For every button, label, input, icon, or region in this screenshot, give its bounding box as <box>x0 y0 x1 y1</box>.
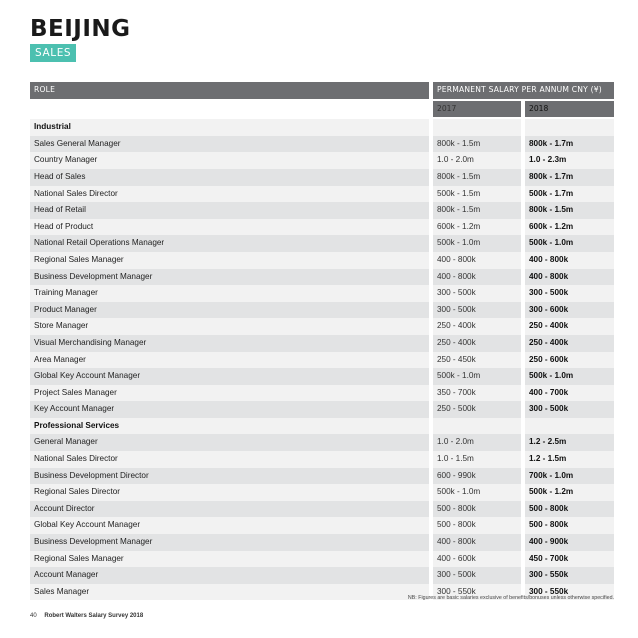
salary-2017-cell: 500 - 800k <box>433 517 521 534</box>
salary-2018-cell: 600k - 1.2m <box>525 219 614 236</box>
footnote: NB: Figures are basic salaries exclusive of benefits/bonuses unless otherwise specified. <box>407 595 614 601</box>
role-cell: Account Director <box>30 501 429 518</box>
table-row <box>30 368 614 385</box>
salary-2018-cell: 250 - 400k <box>525 335 614 352</box>
salary-2018-cell: 500 - 800k <box>525 517 614 534</box>
role-header-spacer <box>30 101 429 118</box>
salary-2018-cell: 300 - 500k <box>525 401 614 418</box>
role-cell: Business Development Director <box>30 468 429 485</box>
role-cell: Head of Product <box>30 219 429 236</box>
salary-2018-cell: 800k - 1.7m <box>525 136 614 153</box>
page-footer <box>30 613 143 619</box>
table-row <box>30 352 614 369</box>
table-row <box>30 401 614 418</box>
table-row <box>30 468 614 485</box>
role-cell: General Manager <box>30 434 429 451</box>
role-cell: Industrial <box>30 119 429 136</box>
salary-2017-cell: 300 - 500k <box>433 567 521 584</box>
salary-2018-cell: 500k - 1.0m <box>525 368 614 385</box>
role-cell: Store Manager <box>30 318 429 335</box>
salary-2017-cell: 800k - 1.5m <box>433 169 521 186</box>
section-badge: SALES <box>30 44 76 62</box>
role-cell: Visual Merchandising Manager <box>30 335 429 352</box>
salary-2018-cell: 400 - 800k <box>525 269 614 286</box>
salary-2017-cell: 400 - 800k <box>433 534 521 551</box>
salary-2018-cell: 300 - 550k <box>525 567 614 584</box>
role-cell: Regional Sales Manager <box>30 551 429 568</box>
salary-2017-cell: 500k - 1.0m <box>433 484 521 501</box>
salary-2017-cell: 500k - 1.0m <box>433 368 521 385</box>
table-row <box>30 136 614 153</box>
salary-2018-cell: 500k - 1.2m <box>525 484 614 501</box>
salary-2018-cell: 700k - 1.0m <box>525 468 614 485</box>
role-cell: Sales Manager <box>30 584 429 601</box>
role-column-header: ROLE <box>30 82 429 99</box>
table-header-row <box>30 82 614 99</box>
salary-table <box>30 82 614 600</box>
salary-2018-cell: 1.0 - 2.3m <box>525 152 614 169</box>
salary-2017-cell: 300 - 500k <box>433 285 521 302</box>
table-row <box>30 451 614 468</box>
table-row <box>30 335 614 352</box>
salary-2017-cell: 250 - 400k <box>433 335 521 352</box>
salary-2017-cell: 500k - 1.5m <box>433 186 521 203</box>
publication-name: Robert Walters Salary Survey 2018 <box>44 613 144 619</box>
role-cell: National Sales Director <box>30 186 429 203</box>
salary-2017-cell: 500 - 800k <box>433 501 521 518</box>
category-row <box>30 119 614 136</box>
salary-2017-cell: 300 - 500k <box>433 302 521 319</box>
salary-2018-cell: 300 - 600k <box>525 302 614 319</box>
salary-2017-cell: 800k - 1.5m <box>433 202 521 219</box>
salary-2018-cell: 500k - 1.0m <box>525 235 614 252</box>
year-header-row <box>30 101 614 118</box>
salary-2017-cell: 400 - 600k <box>433 551 521 568</box>
page-number: 40 <box>30 613 37 619</box>
table-row <box>30 202 614 219</box>
salary-2017-cell <box>433 119 521 136</box>
page-title: BEIJING <box>30 16 131 42</box>
table-row <box>30 186 614 203</box>
table-row <box>30 285 614 302</box>
table-row <box>30 567 614 584</box>
year-2018-header: 2018 <box>525 101 614 118</box>
salary-2017-cell: 800k - 1.5m <box>433 136 521 153</box>
role-cell: Regional Sales Director <box>30 484 429 501</box>
table-row <box>30 219 614 236</box>
salary-2018-cell: 1.2 - 1.5m <box>525 451 614 468</box>
table-row <box>30 551 614 568</box>
role-cell: Business Development Manager <box>30 269 429 286</box>
role-cell: National Sales Director <box>30 451 429 468</box>
role-cell: Area Manager <box>30 352 429 369</box>
role-cell: Country Manager <box>30 152 429 169</box>
role-cell: Head of Retail <box>30 202 429 219</box>
salary-2017-cell: 350 - 700k <box>433 385 521 402</box>
salary-2018-cell <box>525 418 614 435</box>
salary-2017-cell: 1.0 - 2.0m <box>433 434 521 451</box>
table-row <box>30 434 614 451</box>
salary-2017-cell: 300 - 550k <box>433 584 521 601</box>
salary-column-header: PERMANENT SALARY PER ANNUM CNY (¥) <box>433 82 614 99</box>
salary-2017-cell: 400 - 800k <box>433 252 521 269</box>
table-row <box>30 385 614 402</box>
table-row <box>30 152 614 169</box>
salary-2018-cell: 300 - 550k <box>525 584 614 601</box>
salary-2018-cell: 1.2 - 2.5m <box>525 434 614 451</box>
role-cell: Account Manager <box>30 567 429 584</box>
role-cell: Global Key Account Manager <box>30 517 429 534</box>
salary-2018-cell <box>525 119 614 136</box>
table-row <box>30 484 614 501</box>
table-row <box>30 169 614 186</box>
role-cell: Project Sales Manager <box>30 385 429 402</box>
table-row <box>30 501 614 518</box>
table-row <box>30 517 614 534</box>
salary-2017-cell: 500k - 1.0m <box>433 235 521 252</box>
salary-2017-cell: 600k - 1.2m <box>433 219 521 236</box>
table-row <box>30 302 614 319</box>
salary-2017-cell: 250 - 400k <box>433 318 521 335</box>
table-row <box>30 235 614 252</box>
role-cell: Business Development Manager <box>30 534 429 551</box>
salary-2018-cell: 450 - 700k <box>525 551 614 568</box>
salary-2018-cell: 400 - 700k <box>525 385 614 402</box>
salary-2017-cell: 600 - 990k <box>433 468 521 485</box>
table-body <box>30 119 614 600</box>
salary-2018-cell: 500 - 800k <box>525 501 614 518</box>
role-cell: Regional Sales Manager <box>30 252 429 269</box>
salary-2018-cell: 300 - 500k <box>525 285 614 302</box>
table-row <box>30 318 614 335</box>
role-cell: Sales General Manager <box>30 136 429 153</box>
salary-2018-cell: 800k - 1.5m <box>525 202 614 219</box>
salary-2017-cell: 250 - 500k <box>433 401 521 418</box>
role-cell: National Retail Operations Manager <box>30 235 429 252</box>
salary-2017-cell: 1.0 - 2.0m <box>433 152 521 169</box>
table-row <box>30 252 614 269</box>
salary-2018-cell: 250 - 600k <box>525 352 614 369</box>
table-row <box>30 534 614 551</box>
category-row <box>30 418 614 435</box>
salary-2018-cell: 400 - 900k <box>525 534 614 551</box>
role-cell: Product Manager <box>30 302 429 319</box>
role-cell: Key Account Manager <box>30 401 429 418</box>
salary-2017-cell: 250 - 450k <box>433 352 521 369</box>
year-2017-header: 2017 <box>433 101 521 118</box>
salary-2017-cell: 1.0 - 1.5m <box>433 451 521 468</box>
role-cell: Professional Services <box>30 418 429 435</box>
role-cell: Global Key Account Manager <box>30 368 429 385</box>
salary-2018-cell: 500k - 1.7m <box>525 186 614 203</box>
salary-2018-cell: 400 - 800k <box>525 252 614 269</box>
salary-2017-cell: 400 - 800k <box>433 269 521 286</box>
salary-2018-cell: 250 - 400k <box>525 318 614 335</box>
table-row <box>30 269 614 286</box>
salary-2017-cell <box>433 418 521 435</box>
role-cell: Training Manager <box>30 285 429 302</box>
role-cell: Head of Sales <box>30 169 429 186</box>
salary-2018-cell: 800k - 1.7m <box>525 169 614 186</box>
